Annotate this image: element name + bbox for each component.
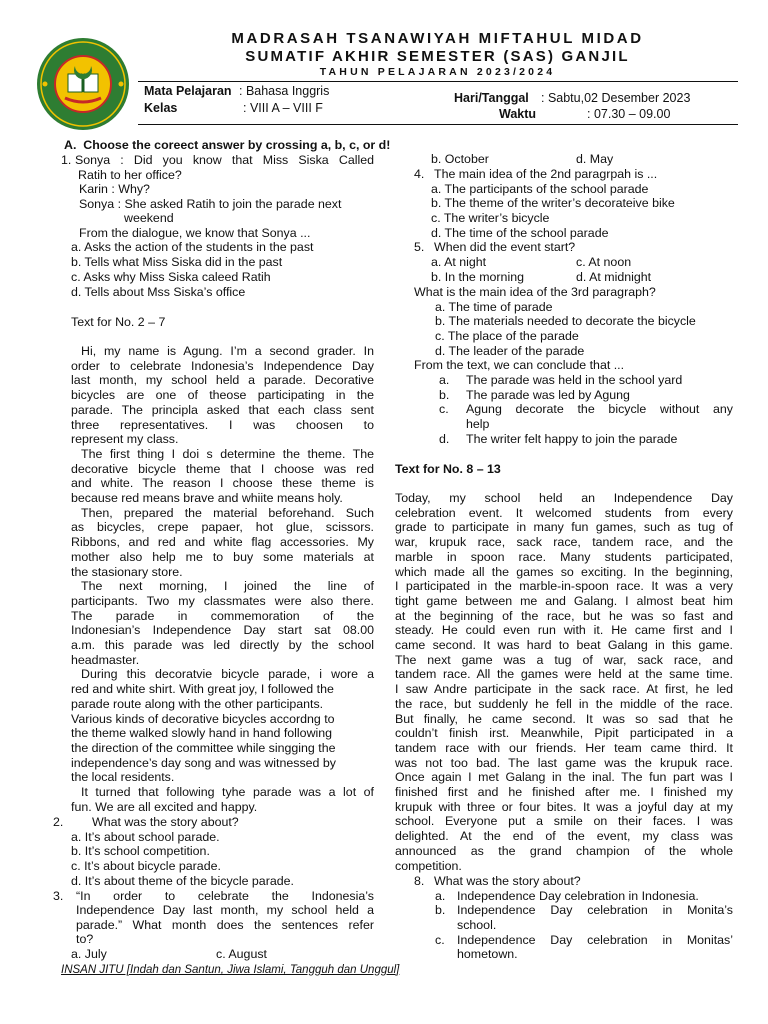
text-line: delighted. At the end of the event, my class was xyxy=(395,829,733,844)
q4-option-d[interactable]: d. The time of the school parade xyxy=(431,226,609,240)
text-line: marble in spoon race. Many students participated, xyxy=(395,549,733,564)
text-line: bicycles are one of theose participating in the xyxy=(71,388,374,403)
q3-option-a[interactable]: a. July xyxy=(71,947,107,961)
header-rule-top xyxy=(138,81,738,82)
text-2-7-title: Text for No. 2 – 7 xyxy=(71,315,166,329)
q8-letter-a: a. xyxy=(435,889,446,903)
q5-stem: When did the event start? xyxy=(434,240,576,254)
q2-option-b[interactable]: b. It’s school competition. xyxy=(71,844,210,858)
text-line: came second. It was hard to beat Galang in this game. xyxy=(395,638,733,653)
q8-number: 8. xyxy=(414,874,425,888)
q6-option-b[interactable]: b. The materials needed to decorate the bicycle xyxy=(435,314,696,328)
date-label: Hari/Tanggal xyxy=(454,91,529,105)
text-line: couldn’t finish irst. Meanwhile, Pipit participated in a xyxy=(395,726,733,741)
text-line: was not too bad. The last game was the krupuk race. xyxy=(395,755,733,770)
q4-option-a[interactable]: a. The participants of the school parade xyxy=(431,182,649,196)
q8-letter-c: c. xyxy=(435,933,445,947)
q1-dialog-line: Sonya : She asked Ratih to join the parade next xyxy=(79,197,342,211)
q7-option-a[interactable]: The parade was held in the school yard xyxy=(466,373,683,387)
q1-option-c[interactable]: c. Asks why Miss Siska caleed Ratih xyxy=(71,270,271,284)
text-line: last month, my school held a parade. Decorative xyxy=(71,373,374,388)
footer-motto: INSAN JITU [Indah dan Santun, Jiwa Islami, Tangguh dan Unggul] xyxy=(61,964,400,976)
q3-option-b[interactable]: b. October xyxy=(431,152,489,166)
subject-label: Mata Pelajaran xyxy=(144,84,232,98)
text-line: tight game between me and Galang. I almost beat him xyxy=(395,593,733,608)
q7-letter-a: a. xyxy=(439,373,450,387)
text-line: During this decoratvie bicycle parade, i wore a xyxy=(81,667,374,682)
text-line: because red means brave and whiite means holy. xyxy=(71,491,343,506)
section-a-instruction: A. Choose the coreect answer by crossing a, b, c, or d! xyxy=(64,138,391,152)
text-line: Today, my school held an Independence Day xyxy=(395,491,733,505)
q2-number: 2. xyxy=(53,815,64,829)
q8-stem: What was the story about? xyxy=(434,874,581,888)
q3-stem-line: Independence Day last month, my school held a xyxy=(76,903,374,917)
q8-option-c-cont[interactable]: hometown. xyxy=(457,947,518,961)
text-line: competition. xyxy=(395,858,462,873)
text-line: grade to participate in many fun games, such as tug of xyxy=(395,520,733,535)
text-line: celebration event. It welcomed students from every xyxy=(395,505,733,520)
exam-title: SUMATIF AKHIR SEMESTER (SAS) GANJIL xyxy=(245,48,630,65)
q1-stem: From the dialogue, we know that Sonya ... xyxy=(79,226,311,240)
q7-option-c-cont[interactable]: help xyxy=(466,417,490,431)
text-8-13-title: Text for No. 8 – 13 xyxy=(395,462,501,476)
q3-number: 3. xyxy=(53,889,64,903)
text-line: I participated in the marble-in-spoon race. It was a very xyxy=(395,579,733,594)
q4-option-c[interactable]: c. The writer’s bicycle xyxy=(431,211,550,225)
text-line: red and white shirt. With great joy, I followed the xyxy=(71,682,334,697)
text-line: a.m. this parade was led directly by the school xyxy=(71,638,374,653)
text-line: which made all the games so exciting. In the beginning, xyxy=(395,564,733,579)
q1-option-a[interactable]: a. Asks the action of the students in the past xyxy=(71,240,314,254)
text-line: the race, but suddenly he fell in the middle of the race. xyxy=(395,696,733,711)
q1-option-b[interactable]: b. Tells what Miss Siska did in the past xyxy=(71,255,283,269)
text-line: three representatives. I was choosen to xyxy=(71,417,374,432)
text-line: decorative bicycle theme that I choose was red xyxy=(71,461,374,476)
text-line: independence’s day song and was witnessed by xyxy=(71,755,336,770)
text-line: Then, prepared the material beforehand. Such xyxy=(81,505,374,520)
text-line: The next morning, I joined the line of xyxy=(81,579,374,594)
text-line: Indonesian’s Independence Day start sat 08.00 xyxy=(71,623,374,638)
q4-number: 4. xyxy=(414,167,425,181)
q3-stem-line: to? xyxy=(76,932,94,946)
q6-option-a[interactable]: a. The time of parade xyxy=(435,300,553,314)
q6-option-d[interactable]: d. The leader of the parade xyxy=(435,344,585,358)
q7-option-d[interactable]: The writer felt happy to join the parade xyxy=(466,432,678,446)
text-line: the direction of the committee while singging the xyxy=(71,740,336,755)
text-line: announced as the grand champion of the whole xyxy=(395,843,733,858)
q3-option-d[interactable]: d. May xyxy=(576,152,614,166)
text-line: fun. We are all excited and happy. xyxy=(71,799,258,814)
text-line: the local residents. xyxy=(71,770,175,785)
q8-letter-b: b. xyxy=(435,903,446,917)
q8-option-c[interactable]: Independence Day celebration in Monitas’ xyxy=(457,933,733,947)
text-line: and white. The reason I choose these theme is xyxy=(71,476,374,491)
time-value: : 07.30 – 09.00 xyxy=(587,107,671,121)
text-line: Once again I met Galang in the inal. The fun part was I xyxy=(395,770,733,785)
text-line: But finally, he came second. It was so sad that he xyxy=(395,711,733,726)
text-line: tandem race with our friends. Her team came third. It xyxy=(395,740,733,755)
text-line: Hi, my name is Agung. I’m a second grader. In xyxy=(81,344,374,358)
text-line: parade route along with the other participants. xyxy=(71,696,324,711)
text-line: mother also help me to buy some materials at xyxy=(71,549,374,564)
school-logo xyxy=(35,36,131,132)
text-line: krupuk with three or four bites. It was a joyful day at my xyxy=(395,799,733,814)
q5-option-b[interactable]: b. In the morning xyxy=(431,270,524,284)
text-line: headmaster. xyxy=(71,652,140,667)
q2-option-d[interactable]: d. It’s about theme of the bicycle parade. xyxy=(71,874,294,888)
text-line: school. Everyone put a smile on their faces. I was xyxy=(395,814,733,829)
text-line: as bicycles, crepe papaer, hot glue, scissors. xyxy=(71,520,374,535)
text-line: order to celebrate Indonesia’s Independence Day xyxy=(71,358,374,373)
q3-option-c[interactable]: c. August xyxy=(216,947,267,961)
date-value: : Sabtu,02 Desember 2023 xyxy=(541,91,691,105)
text-line: I saw Andre participate in the sack race. At first, he led xyxy=(395,682,733,697)
q8-option-a[interactable]: Independence Day celebration in Indonesia. xyxy=(457,889,699,903)
class-label: Kelas xyxy=(144,101,178,115)
q7-letter-b: b. xyxy=(439,388,450,402)
q1-dialog-line: Karin : Why? xyxy=(79,182,150,196)
text-line: participants. Two my classmates were also there. xyxy=(71,593,374,608)
text-line: Various kinds of decorative bicycles accordng to xyxy=(71,711,335,726)
q3-stem-line: parade.” What month does the sentences refer xyxy=(76,918,374,932)
academic-year: TAHUN PELAJARAN 2023/2024 xyxy=(319,66,556,78)
q7-option-c[interactable]: Agung decorate the bicycle without any xyxy=(466,402,733,416)
text-line: The next game was a tug of war, sack race, and xyxy=(395,652,733,667)
text-line: parade. The principla asked that each class sent xyxy=(71,402,374,417)
text-line: the theme walked slowly hand in hand following xyxy=(71,726,333,741)
header-rule-bottom xyxy=(138,124,738,125)
q7-option-b[interactable]: The parade was led by Agung xyxy=(466,388,630,402)
text-line: The first thing I doi s determine the theme. The xyxy=(81,446,374,461)
q1-dialog-line: weekend xyxy=(124,211,174,225)
text-line: Ribbons, and red and white flag accessories. My xyxy=(71,535,374,550)
text-line: war, krupuk race, sack race, tandem race, and the xyxy=(395,535,733,550)
q5-number: 5. xyxy=(414,240,425,254)
text-line: represent my class. xyxy=(71,432,179,447)
q5-option-c[interactable]: c. At noon xyxy=(576,255,632,269)
time-label: Waktu xyxy=(499,107,537,121)
q8-option-b[interactable]: Independence Day celebration in Monita’s xyxy=(457,903,733,917)
q1-number: 1. xyxy=(61,153,72,167)
class-value: : VIII A – VIII F xyxy=(243,101,323,115)
text-line: at the beginning of the race, but he was so fast and xyxy=(395,608,733,623)
q1-dialog-line: Sonya : Did you know that Miss Siska Called xyxy=(75,153,374,167)
q2-option-a[interactable]: a. It’s about school parade. xyxy=(71,830,220,844)
q7-stem: From the text, we can conclude that ... xyxy=(414,358,625,372)
subject-value: : Bahasa Inggris xyxy=(239,84,330,98)
text-line: the stasionary store. xyxy=(71,564,183,579)
text-line: The parade in commemoration of the xyxy=(71,608,374,623)
q5-option-d[interactable]: d. At midnight xyxy=(576,270,652,284)
q1-dialog-line: Ratih to her office? xyxy=(78,168,182,182)
q4-stem: The main idea of the 2nd paragrpah is ... xyxy=(434,167,658,181)
q8-option-b-cont[interactable]: school. xyxy=(457,918,497,932)
q2-option-c[interactable]: c. It’s about bicycle parade. xyxy=(71,859,221,873)
school-name: MADRASAH TSANAWIYAH MIFTAHUL MIDAD xyxy=(231,30,644,47)
q4-option-b[interactable]: b. The theme of the writer’s decorateive bike xyxy=(431,196,675,210)
q1-option-d[interactable]: d. Tells about Mss Siska’s office xyxy=(71,285,246,299)
q2-stem: What was the story about? xyxy=(92,815,239,829)
q3-stem-line: “In order to celebrate the Indonesia’s xyxy=(76,889,374,903)
q7-letter-d: d. xyxy=(439,432,450,446)
text-line: steady. He could even run with it. He came first and I xyxy=(395,623,733,638)
q6-option-c[interactable]: c. The place of the parade xyxy=(435,329,579,343)
text-line: finished first and he finished after me. I finished my xyxy=(395,785,733,800)
text-line: tandem race. All the games were held at the same time. xyxy=(395,667,733,682)
q7-letter-c: c. xyxy=(439,402,449,416)
q6-stem: What is the main idea of the 3rd paragraph? xyxy=(414,285,656,299)
text-line: It turned that following tyhe parade was a lot of xyxy=(81,785,374,800)
q5-option-a[interactable]: a. At night xyxy=(431,255,487,269)
